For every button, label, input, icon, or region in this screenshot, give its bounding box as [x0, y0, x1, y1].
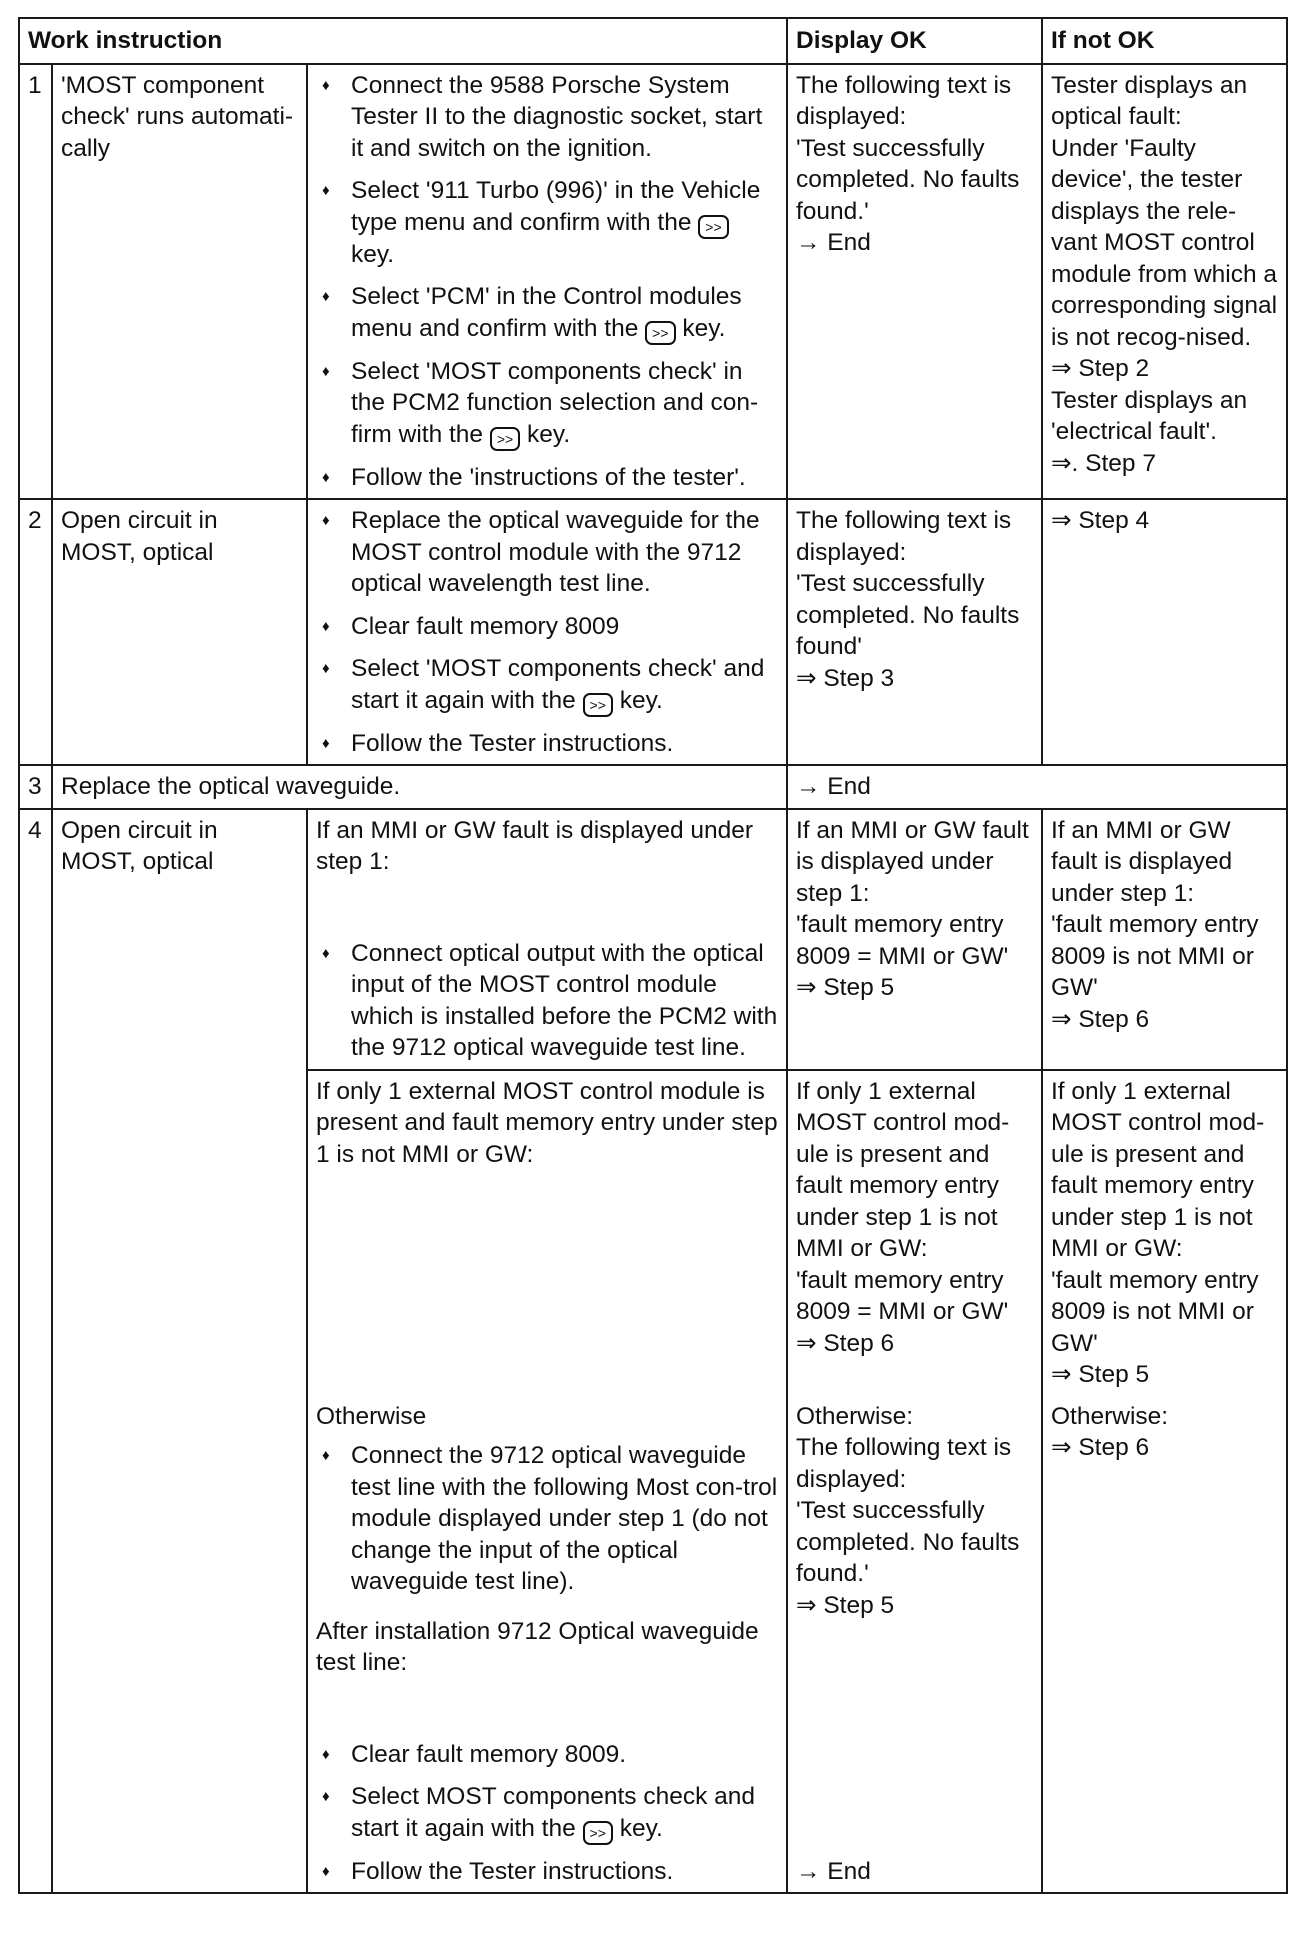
step-instructions: [307, 64, 787, 500]
condition-text: Otherwise: [316, 1402, 427, 1430]
display-ok-cell: [787, 1396, 1042, 1894]
bullet-text: key.: [351, 240, 395, 268]
not-ok-result: ⇒ Step 2: [1051, 355, 1150, 382]
forward-key-icon: >>: [583, 693, 613, 717]
step-number: 1: [19, 64, 52, 500]
ok-result: ⇒ Step 5: [796, 974, 895, 1001]
not-ok-result: ⇒ Step 6: [1051, 1434, 1150, 1461]
ok-text: Otherwise:: [796, 1402, 914, 1430]
condition-text: After installation 9712 Optical waveguide test line:: [316, 1617, 759, 1676]
ok-text: The following text is displayed:: [796, 1434, 1012, 1493]
forward-key-icon: >>: [698, 215, 728, 239]
bullet-text: key.: [682, 314, 726, 342]
not-ok-text: 'fault memory entry 8009 is not MMI or GW': [1051, 911, 1259, 1001]
forward-key-icon: >>: [583, 1821, 613, 1845]
ok-text: If only 1 external MOST control mod-ule is present and fault memory entry under step 1 is not MMI or GW:: [796, 1077, 1010, 1262]
header-row: [19, 18, 1287, 64]
display-ok-cell: [787, 1070, 1042, 1396]
step-title: 'MOST component check' runs automati-cally: [52, 64, 307, 500]
instruction-bullet: [316, 462, 778, 494]
instruction-bullet: [316, 728, 778, 760]
bullet-text: Follow the Tester instructions.: [351, 1857, 674, 1885]
bullet-text: Select MOST components check and start it again with the: [351, 1783, 755, 1842]
step-title: Open circuit in MOST, optical: [52, 809, 307, 1894]
instruction-bullet: [316, 356, 778, 451]
step-instructions: Replace the optical waveguide.: [52, 765, 787, 809]
header-display-ok: Display OK: [787, 18, 1042, 64]
if-not-ok-cell: ⇒ Step 4: [1042, 499, 1287, 765]
instruction-bullet: [316, 653, 778, 717]
ok-result: → End: [796, 229, 871, 256]
ok-text: 'fault memory entry 8009 = MMI or GW': [796, 911, 1009, 970]
display-ok-cell: [787, 499, 1042, 765]
if-not-ok-cell: [1042, 64, 1287, 500]
step-number: 3: [19, 765, 52, 809]
not-ok-text: If an MMI or GW fault is displayed under step 1:: [1051, 816, 1233, 907]
ok-result: ⇒ Step 6: [796, 1329, 895, 1357]
if-not-ok-cell: [1042, 809, 1287, 1070]
step-row-1: [19, 64, 1287, 500]
display-ok-cell: [787, 64, 1042, 500]
step-row-4: [19, 809, 1287, 1070]
bullet-text: Connect the 9712 optical waveguide test line with the following Most con-trol module displayed under step 1 (do not change the input of the optical waveguide test line).: [351, 1442, 778, 1595]
not-ok-text: Tester displays an 'electrical fault'.: [1051, 386, 1248, 445]
forward-key-icon: >>: [490, 427, 520, 451]
forward-key-icon: >>: [645, 321, 675, 345]
if-not-ok-cell: [1042, 1070, 1287, 1396]
bullet-text: Select 'MOST components check' and start it again with the: [351, 655, 765, 714]
ok-text: The following text is displayed:: [796, 71, 1012, 130]
step-instructions: [307, 499, 787, 765]
bullet-text: key.: [619, 1814, 663, 1842]
step-number: 4: [19, 809, 52, 1894]
header-if-not-ok: If not OK: [1042, 18, 1287, 64]
if-not-ok-cell: [1042, 1396, 1287, 1894]
instruction-bullet: [316, 1739, 778, 1771]
not-ok-text: Otherwise:: [1051, 1402, 1169, 1430]
step-instructions: [307, 1396, 787, 1894]
bullet-text: Select 'MOST components check' in the PCM2 function selection and con-firm with the: [351, 357, 759, 448]
ok-text: 'Test successfully completed. No faults found.': [796, 1497, 1020, 1587]
instruction-bullet: [316, 1781, 778, 1845]
bullet-text: Select '911 Turbo (996)' in the Vehicle type menu and confirm with the: [351, 177, 761, 236]
work-instruction-table: [18, 17, 1288, 1894]
instruction-bullet: [316, 175, 778, 270]
ok-text: 'Test successfully completed. No faults found.': [796, 134, 1020, 225]
bullet-text: Connect the 9588 Porsche System Tester II to the diagnostic socket, start it and switch on the ignition.: [351, 71, 763, 162]
bullet-text: Clear fault memory 8009: [351, 612, 620, 640]
not-ok-text: Tester displays an optical fault:: [1051, 71, 1248, 130]
instruction-bullet: [316, 505, 778, 600]
ok-result: ⇒ Step 3: [796, 664, 895, 692]
instruction-bullet: [316, 1856, 778, 1888]
work-instruction-document: [18, 17, 1286, 1894]
not-ok-result: ⇒. Step 7: [1051, 449, 1156, 477]
bullet-text: Follow the 'instructions of the tester'.: [351, 463, 746, 491]
instruction-bullet: [316, 1440, 778, 1598]
step-row-3: [19, 765, 1287, 809]
bullet-text: key.: [619, 686, 663, 714]
instruction-bullet: [316, 70, 778, 165]
bullet-text: key.: [527, 420, 571, 448]
step-instructions: [307, 1070, 787, 1396]
condition-text: If an MMI or GW fault is displayed under step 1:: [316, 816, 754, 875]
display-ok-cell: [787, 809, 1042, 1070]
display-ok-cell: → End: [787, 765, 1287, 809]
bullet-text: Connect optical output with the optical input of the MOST control module which is installed before the PCM2 with the 9712 optical waveguide test line.: [351, 939, 778, 1061]
bullet-text: Replace the optical waveguide for the MOST control module with the 9712 optical wavelength test line.: [351, 507, 760, 597]
ok-result: → End: [796, 1857, 871, 1885]
ok-text: The following text is displayed:: [796, 507, 1012, 566]
not-ok-result: ⇒ Step 6: [1051, 1005, 1150, 1033]
not-ok-text: If only 1 external MOST control mod-ule is present and fault memory entry under step 1 is not MMI or GW:: [1051, 1077, 1265, 1262]
bullet-text: Clear fault memory 8009.: [351, 1740, 627, 1768]
header-work-instruction: Work instruction: [19, 18, 787, 64]
bullet-text: Select 'PCM' in the Control modules menu and confirm with the: [351, 283, 742, 342]
ok-text: 'fault memory entry 8009 = MMI or GW': [796, 1266, 1009, 1325]
step-number: 2: [19, 499, 52, 765]
not-ok-result: ⇒ Step 5: [1051, 1361, 1150, 1388]
not-ok-text: Under 'Faulty device', the tester displays the rele-vant MOST control module from which a corresponding signal is not recog-nised.: [1051, 134, 1278, 351]
step-instructions: [307, 809, 787, 1070]
instruction-bullet: [316, 611, 778, 643]
step-row-2: [19, 499, 1287, 765]
instruction-bullet: [316, 281, 778, 345]
ok-result: ⇒ Step 5: [796, 1591, 895, 1619]
not-ok-text: 'fault memory entry 8009 is not MMI or GW': [1051, 1266, 1259, 1357]
instruction-bullet: [316, 938, 778, 1064]
step-title: Open circuit in MOST, optical: [52, 499, 307, 765]
ok-text: If an MMI or GW fault is displayed under step 1:: [796, 816, 1029, 907]
condition-text: If only 1 external MOST control module is present and fault memory entry under step 1 is not MMI or GW:: [316, 1077, 778, 1168]
bullet-text: Follow the Tester instructions.: [351, 729, 674, 757]
ok-text: 'Test successfully completed. No faults found': [796, 570, 1020, 660]
